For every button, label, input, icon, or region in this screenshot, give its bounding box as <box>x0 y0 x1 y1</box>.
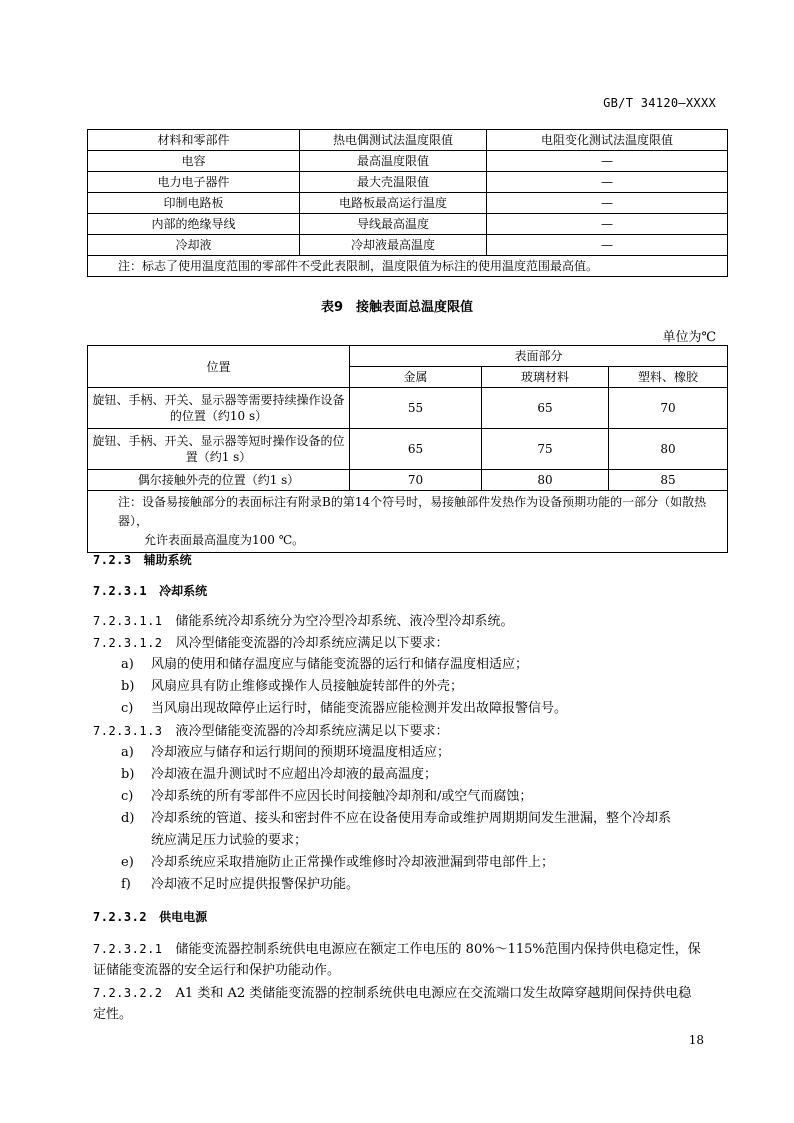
clause-text: A1 类和 A2 类储能变流器的控制系统供电电源应在交流端口发生故障穿越期间保持供电稳 <box>175 986 692 1001</box>
table-cell: 80 <box>482 470 609 491</box>
list-item <box>121 832 307 850</box>
table-cell: 导线最高温度 <box>300 214 487 235</box>
list-item <box>121 678 463 696</box>
table-cell: — <box>487 151 728 172</box>
list-item <box>121 810 671 828</box>
section-heading <box>93 551 192 569</box>
clause <box>93 634 449 653</box>
section-title: 辅助系统 <box>143 553 192 567</box>
table-row <box>88 235 728 256</box>
table-row <box>88 172 728 193</box>
table-cell: 70 <box>609 388 728 429</box>
list-label: b) <box>121 767 135 782</box>
table-row <box>88 214 728 235</box>
table-cell: 冷却液 <box>88 235 300 256</box>
clause-text: 储能系统冷却系统分为空冷型冷却系统、液冷型冷却系统。 <box>175 614 514 629</box>
position-cell: 偶尔接触外壳的位置（约1 s） <box>88 470 350 491</box>
position-cell <box>88 388 350 429</box>
position-text: 的位置（约10 s） <box>169 409 268 423</box>
clause <box>93 722 449 741</box>
section-heading <box>93 908 207 926</box>
column-subheader: 塑料、橡胶 <box>609 367 728 388</box>
contact-surface-temperature-table <box>87 345 728 553</box>
clause-number: 7.2.3.1.3 <box>93 724 163 738</box>
section-number: 7.2.3 <box>93 553 132 567</box>
section-number: 7.2.3.1 <box>93 584 148 598</box>
table-cell: 最高温度限值 <box>300 151 487 172</box>
list-label: d) <box>121 811 135 826</box>
table-cell: 电路板最高运行温度 <box>300 193 487 214</box>
temperature-limit-table <box>87 129 728 277</box>
list-item <box>121 788 532 806</box>
column-header-position: 位置 <box>88 346 350 388</box>
clause-continuation: 证储能变流器的安全运行和保护功能动作。 <box>93 963 341 978</box>
clause <box>93 940 701 959</box>
list-item <box>121 744 450 762</box>
column-subheader: 玻璃材料 <box>482 367 609 388</box>
list-text: 当风扇出现故障停止运行时，储能变流器应能检测并发出故障报警信号。 <box>151 701 568 716</box>
table-row <box>88 193 728 214</box>
table-note <box>88 491 728 553</box>
table-cell: 电容 <box>88 151 300 172</box>
column-subheader: 金属 <box>350 367 482 388</box>
list-label: b) <box>121 679 135 694</box>
clause-number: 7.2.3.1.2 <box>93 636 163 650</box>
section-title: 供电电源 <box>159 910 208 924</box>
table-header-row <box>88 130 728 151</box>
table-cell: 55 <box>350 388 482 429</box>
position-text: 旋钮、手柄、开关、显示器等需要持续操作设备 <box>92 393 345 407</box>
list-text: 冷却系统的所有零部件不应因长时间接触冷却剂和/或空气而腐蚀； <box>151 789 533 804</box>
list-text: 冷却系统的管道、接头和密封件不应在设备使用寿命或维护周期期间发生泄漏，整个冷却系 <box>151 811 672 826</box>
clause-number: 7.2.3.2.2 <box>93 986 163 1000</box>
table-cell: 65 <box>350 429 482 470</box>
clause-text: 液冷型储能变流器的冷却系统应满足以下要求： <box>175 724 449 739</box>
table-note-row <box>88 256 728 277</box>
list-text: 冷却液不足时应提供报警保护功能。 <box>151 877 360 892</box>
standard-number: GB/T 34120—XXXX <box>603 96 716 110</box>
table-cell: — <box>487 214 728 235</box>
table-row <box>88 470 728 491</box>
column-header: 材料和零部件 <box>88 130 300 151</box>
table-cell: 电力电子器件 <box>88 172 300 193</box>
clause <box>93 612 514 631</box>
table-cell: 内部的绝缘导线 <box>88 214 300 235</box>
table-cell: 冷却液最高温度 <box>300 235 487 256</box>
list-text: 冷却液在温升测试时不应超出冷却液的最高温度； <box>151 767 438 782</box>
list-text: 统应满足压力试验的要求； <box>151 833 308 848</box>
list-text: 风扇的使用和储存温度应与储能变流器的运行和储存温度相适应； <box>151 657 529 672</box>
section-number: 7.2.3.2 <box>93 910 148 924</box>
list-label: c) <box>121 789 134 804</box>
table-cell: 75 <box>482 429 609 470</box>
list-label: e) <box>121 855 134 870</box>
clause-number: 7.2.3.1.1 <box>93 614 163 628</box>
clause <box>93 984 691 1003</box>
list-text: 冷却系统应采取措施防止正常操作或维修时冷却液泄漏到带电部件上； <box>151 855 555 870</box>
table-cell: 65 <box>482 388 609 429</box>
table-cell: — <box>487 193 728 214</box>
list-text: 风扇应具有防止维修或操作人员接触旋转部件的外壳； <box>151 679 464 694</box>
section-title: 冷却系统 <box>159 584 208 598</box>
table-note-row <box>88 491 728 553</box>
column-header: 电阻变化测试法温度限值 <box>487 130 728 151</box>
section-heading <box>93 582 207 600</box>
clause-text: 风冷型储能变流器的冷却系统应满足以下要求： <box>175 636 449 651</box>
note-line: 注：设备易接触部分的表面标注有附录B的第14个符号时，易接触部件发热作为设备预期功能的一部分（如散热器）， <box>118 495 707 528</box>
list-item <box>121 656 528 674</box>
table-row <box>88 388 728 429</box>
table-cell: 80 <box>609 429 728 470</box>
table-cell: 印制电路板 <box>88 193 300 214</box>
table-header-row <box>88 346 728 367</box>
list-label: a) <box>121 657 134 672</box>
list-item <box>121 700 567 718</box>
position-text: 旋钮、手柄、开关、显示器等短时操作设备的位 <box>92 434 345 448</box>
table-cell: — <box>487 172 728 193</box>
list-item <box>121 854 554 872</box>
table-cell: 70 <box>350 470 482 491</box>
table-title: 表9 接触表面总温度限值 <box>320 300 474 315</box>
clause-number: 7.2.3.2.1 <box>93 942 163 956</box>
table-row <box>88 151 728 172</box>
table-note: 注：标志了使用温度范围的零部件不受此表限制，温度限值为标注的使用温度范围最高值。 <box>88 256 728 277</box>
list-label: a) <box>121 745 134 760</box>
note-line: 允许表面最高温度为100 ℃。 <box>144 533 305 547</box>
table-cell: 最大壳温限值 <box>300 172 487 193</box>
list-label: f) <box>121 877 131 892</box>
list-text: 冷却液应与储存和运行期间的预期环境温度相适应； <box>151 745 451 760</box>
list-item <box>121 766 437 784</box>
table-row <box>88 429 728 470</box>
table-unit: 单位为℃ <box>662 330 716 345</box>
column-header: 热电偶测试法温度限值 <box>300 130 487 151</box>
clause-text: 储能变流器控制系统供电电源应在额定工作电压的 80%～115%范围内保持供电稳定性，保 <box>175 942 701 957</box>
list-item <box>121 876 359 894</box>
table-cell: — <box>487 235 728 256</box>
position-text: 置（约1 s） <box>185 450 252 464</box>
list-label: c) <box>121 701 134 716</box>
clause-continuation: 定性。 <box>93 1007 133 1022</box>
table-cell: 85 <box>609 470 728 491</box>
column-header-surface: 表面部分 <box>350 346 728 367</box>
position-cell <box>88 429 350 470</box>
page-number: 18 <box>688 1033 704 1047</box>
